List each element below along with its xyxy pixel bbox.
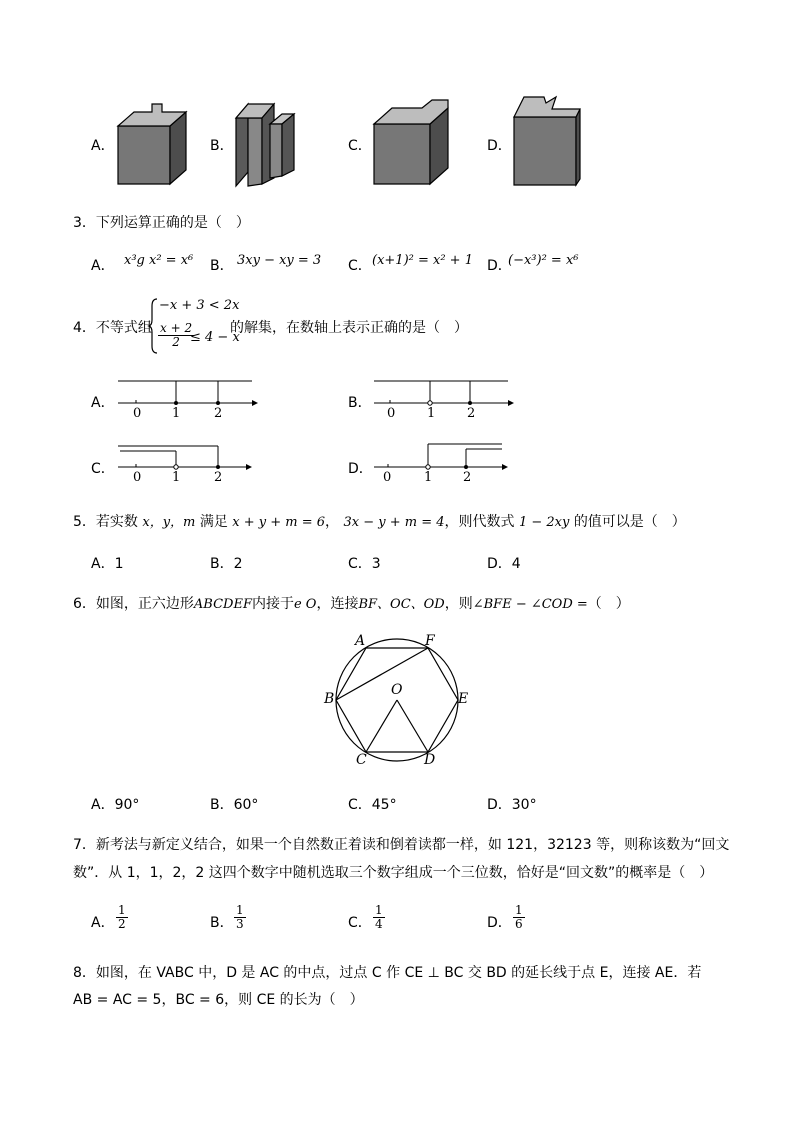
q4-a-tick-0: 0 [133, 406, 142, 421]
q7-c-num: 1 [375, 903, 383, 917]
q5-eq2: 3x − y + m = 4 [343, 515, 445, 530]
q4-stem-prefix: 4．不等式组 [73, 320, 152, 336]
q6-stem-prefix: 6．如图，正六边形 [73, 596, 194, 612]
q6-label-a: A [355, 633, 366, 649]
q5-stem-prefix: 5．若实数 [73, 514, 138, 530]
q4-d-tick-0: 0 [383, 470, 392, 485]
q6-hexagon-diagram [330, 630, 470, 770]
q3-option-b-expr: 3xy − xy = 3 [237, 253, 322, 268]
q6-mid2: ，连接 [316, 596, 359, 612]
q5-option-d: D．4 [487, 556, 521, 572]
q6-label-e: E [458, 691, 469, 707]
q2-solid-d [512, 95, 584, 189]
q2-option-d-label: D． [487, 138, 512, 154]
q5-option-a: A．1 [91, 556, 124, 572]
q5-expr: 1 − 2xy [518, 515, 570, 530]
q4-d-tick-1: 1 [424, 470, 433, 485]
q4-b-tick-1: 1 [427, 406, 436, 421]
q3-option-c-expr: (x+1)² = x² + 1 [372, 253, 473, 268]
q4-a-tick-2: 2 [214, 406, 223, 421]
q7-option-a-label: A． [91, 915, 115, 931]
q6-segments: BF、OC、OD [358, 597, 445, 612]
q4-b-tick-2: 2 [467, 406, 476, 421]
q5-option-b: B．2 [210, 556, 243, 572]
q7-line-2: 数”．从 1，1，2，2 这四个数字中随机选取三个数字组成一个三位数，恰好是“回文数”的概率是（ ） [73, 865, 714, 881]
q2-option-b-label: B． [210, 138, 234, 154]
q3-option-a-label: A． [91, 258, 115, 274]
q8-line-2: AB = AC = 5，BC = 6，则 CE 的长为（ ） [73, 992, 364, 1008]
q4-c-tick-2: 2 [214, 470, 223, 485]
q5-eq1: x + y + m = 6 [232, 515, 326, 530]
q6-option-c: C．45° [348, 797, 397, 813]
q7-option-d-frac [513, 904, 525, 931]
q6-angle-expr: ∠BFE − ∠COD = [472, 597, 588, 612]
q3-option-b-label: B． [210, 258, 234, 274]
q4-option-c-label: C． [91, 461, 115, 477]
q3-option-d-label: D． [487, 258, 512, 274]
q3-option-d-expr: (−x³)² = x⁶ [508, 253, 579, 268]
q7-b-num: 1 [236, 903, 244, 917]
q4-b-tick-0: 0 [387, 406, 396, 421]
q5-stem [73, 511, 686, 531]
q6-stem [73, 593, 630, 613]
q7-a-den: 2 [118, 917, 126, 931]
q4-stem-suffix: 的解集，在数轴上表示正确的是（ ） [230, 320, 468, 336]
q4-option-d-label: D． [348, 461, 373, 477]
q6-stem-suffix: （ ） [587, 596, 630, 612]
q2-solid-c [372, 98, 452, 188]
q7-option-c-frac [373, 904, 385, 931]
q6-option-d: D．30° [487, 797, 537, 813]
q4-option-b-label: B． [348, 395, 372, 411]
q7-d-den: 6 [515, 917, 523, 931]
q7-option-d-label: D． [487, 915, 512, 931]
q3-option-a-expr: x³g x² = x⁶ [124, 253, 194, 268]
q7-option-a-frac [116, 904, 128, 931]
q6-mid1: 内接于 [251, 596, 294, 612]
q5-vars: x，y，m [142, 515, 196, 530]
q7-option-c-label: C． [348, 915, 372, 931]
q2-option-a-label: A． [91, 138, 115, 154]
q2-option-c-label: C． [348, 138, 372, 154]
q7-d-num: 1 [515, 903, 523, 917]
q5-option-c: C．3 [348, 556, 381, 572]
q3-option-c-label: C． [348, 258, 372, 274]
q6-option-b: B．60° [210, 797, 259, 813]
q4-frac-numerator: x + 2 [160, 321, 193, 335]
q8-line-1: 8．如图，在 VABC 中，D 是 AC 的中点，过点 C 作 CE ⊥ BC 交 BD 的延长线于点 E，连接 AE．若 [73, 965, 702, 981]
q4-inequality-2-rhs: ≤ 4 − x [190, 330, 240, 345]
q5-mid2: ，则代数式 [444, 514, 515, 530]
q6-circle-name: e O [293, 597, 317, 612]
q7-b-den: 3 [236, 917, 244, 931]
q2-solid-b [234, 98, 304, 188]
q6-mid3: ，则 [444, 596, 473, 612]
q6-label-f: F [425, 633, 435, 649]
q6-label-d: D [424, 752, 436, 768]
q4-option-a-label: A． [91, 395, 115, 411]
q4-frac-denominator: 2 [172, 335, 180, 349]
q5-stem-suffix: 的值可以是（ ） [573, 514, 686, 530]
q3-stem: 3．下列运算正确的是（ ） [73, 215, 250, 231]
q4-d-tick-2: 2 [463, 470, 472, 485]
q7-option-b-label: B． [210, 915, 234, 931]
q5-sep: ， [325, 514, 340, 530]
q7-line-1: 7．新考法与新定义结合，如果一个自然数正着读和倒着读都一样，如 121，32123 等，则称该数为“回文 [73, 837, 730, 853]
q7-a-num: 1 [118, 903, 126, 917]
q4-inequality-2-frac [158, 322, 194, 349]
q7-c-den: 4 [375, 917, 383, 931]
q6-option-a: A．90° [91, 797, 140, 813]
q4-c-tick-0: 0 [133, 470, 142, 485]
q6-label-b: B [324, 691, 335, 707]
q2-solid-a [116, 102, 188, 186]
q5-mid1: 满足 [199, 514, 228, 530]
q7-option-b-frac [234, 904, 246, 931]
q6-label-o: O [391, 682, 403, 698]
q6-label-c: C [356, 752, 367, 768]
q4-a-tick-1: 1 [172, 406, 181, 421]
q4-numberline-d [374, 440, 514, 488]
q4-c-tick-1: 1 [172, 470, 181, 485]
q4-inequality-1: −x + 3 < 2x [159, 298, 240, 313]
q6-hexagon-name: ABCDEF [193, 597, 252, 612]
